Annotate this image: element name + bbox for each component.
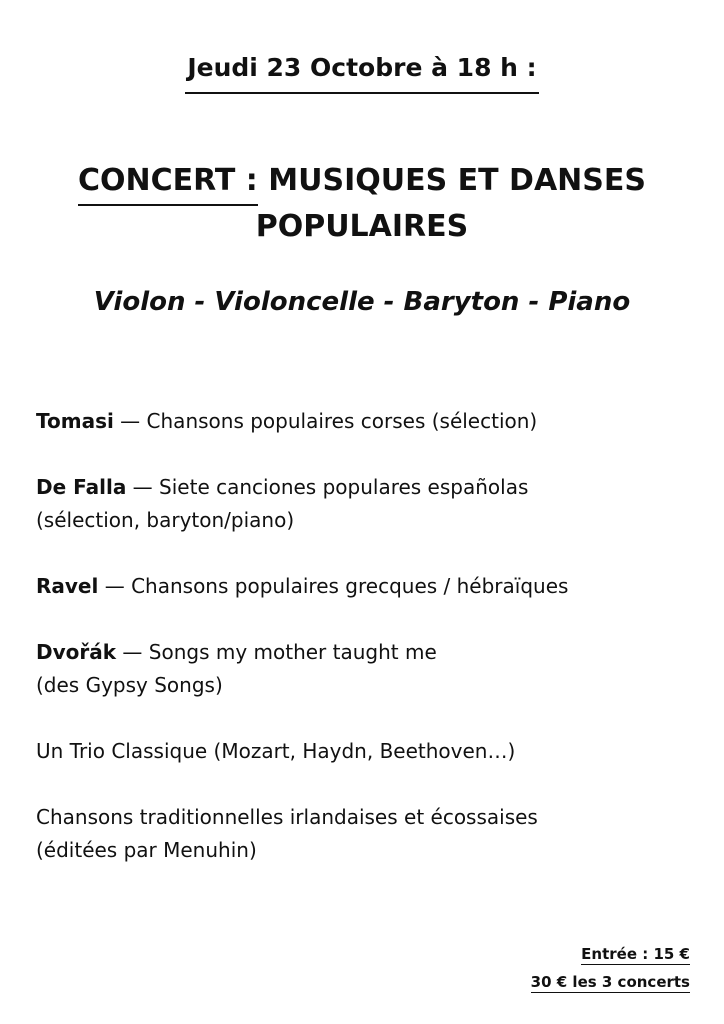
program-line: Chansons traditionnelles irlandaises et écossaises bbox=[36, 805, 538, 829]
composer-name: De Falla bbox=[36, 475, 127, 499]
program-line-2: (sélection, baryton/piano) bbox=[36, 508, 295, 532]
program-line bbox=[36, 636, 696, 669]
price-info bbox=[531, 940, 690, 996]
piece-text: — Siete canciones populares españolas bbox=[126, 475, 529, 499]
concert-title bbox=[0, 158, 724, 250]
date-text: Jeudi 23 Octobre à 18 h : bbox=[185, 50, 538, 94]
program-line-2: (des Gypsy Songs) bbox=[36, 673, 223, 697]
program-line bbox=[36, 405, 696, 438]
program-line bbox=[36, 471, 696, 504]
program-line bbox=[36, 570, 696, 603]
program-item-ravel bbox=[36, 570, 696, 603]
title-lead: CONCERT : bbox=[78, 163, 258, 206]
piece-text: — Chansons populaires grecques / hébraïques bbox=[98, 574, 569, 598]
program-item-trio bbox=[36, 735, 696, 768]
entry-price: Entrée : 15 € bbox=[581, 945, 690, 963]
title-rest: MUSIQUES ET DANSES bbox=[268, 163, 646, 198]
title-line-2: POPULAIRES bbox=[255, 209, 469, 244]
program-list bbox=[36, 405, 696, 900]
piece-text: — Chansons populaires corses (sélection) bbox=[113, 409, 538, 433]
pass-price: 30 € les 3 concerts bbox=[530, 973, 690, 991]
program-item-de-falla bbox=[36, 471, 696, 537]
program-item-chansons bbox=[36, 801, 696, 867]
program-item-dvorak bbox=[36, 636, 696, 702]
composer-name: Ravel bbox=[36, 574, 99, 598]
title-line-1 bbox=[0, 158, 724, 204]
program-line-2: (éditées par Menuhin) bbox=[36, 838, 257, 862]
program-item-tomasi bbox=[36, 405, 696, 438]
piece-text: — Songs my mother taught me bbox=[116, 640, 437, 664]
composer-name: Dvořák bbox=[36, 640, 117, 664]
concert-date-heading bbox=[0, 50, 724, 94]
composer-name: Tomasi bbox=[36, 409, 114, 433]
instruments-subtitle: Violon - Violoncelle - Baryton - Piano bbox=[93, 287, 631, 317]
program-line: Un Trio Classique (Mozart, Haydn, Beethoven…) bbox=[36, 739, 516, 763]
